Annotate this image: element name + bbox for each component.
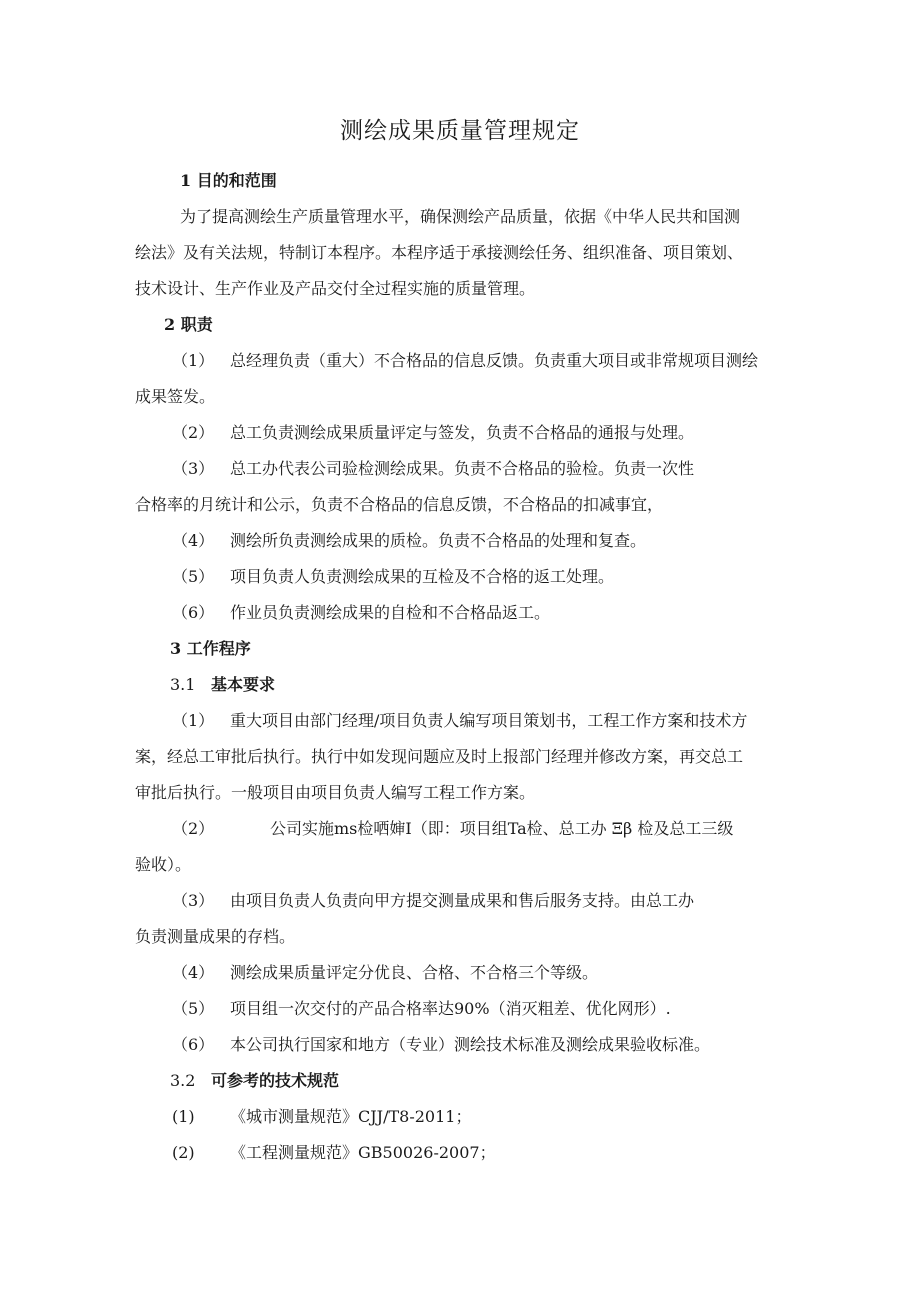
list-item-number: （3） (172, 891, 215, 910)
subsection-heading: 可参考的技术规范 (211, 1071, 340, 1090)
section-1-heading: 1 目的和范围 (180, 171, 277, 190)
list-item-text: 项目负责人负责测绘成果的互检及不合格的返工处理。 (230, 567, 615, 586)
list-item-text: 项目组一次交付的产品合格率达90%（消灭粗差、优化网形）. (230, 999, 671, 1018)
list-item-text: 《工程测量规范》GB50026-2007； (230, 1143, 496, 1162)
list-item-text: 测绘成果质量评定分优良、合格、不合格三个等级。 (230, 963, 599, 982)
list-item-text: 总经理负责（重大）不合格品的信息反馈。负责重大项目或非常规项目测绘 (230, 351, 759, 370)
list-item-text: 测绘所负责测绘成果的质检。负责不合格品的处理和复查。 (230, 531, 647, 550)
list-item-text: 重大项目由部门经理/项目负责人编写项目策划书，工程工作方案和技术方 (230, 711, 748, 730)
list-item-text: 作业员负责测绘成果的自检和不合格品返工。 (230, 603, 551, 622)
list-item-number: （4） (172, 531, 215, 550)
list-item-number: （4） (172, 963, 215, 982)
list-item-continuation: 审批后执行。一般项目由项目负责人编写工程工作方案。 (135, 783, 536, 802)
list-item-number: （1） (172, 351, 215, 370)
list-item-continuation: 合格率的月统计和公示，负责不合格品的信息反馈，不合格品的扣减事宜， (135, 495, 664, 514)
list-item-number: （6） (172, 603, 215, 622)
list-item-continuation: 负责测量成果的存档。 (135, 927, 296, 946)
paragraph-line: 为了提高测绘生产质量管理水平，确保测绘产品质量，依据《中华人民共和国测 (180, 207, 741, 226)
list-item-text: 公司实施ms检哂婶Ⅰ（即：项目组Ta检、总工办 Ξβ 检及总工三级 (270, 819, 734, 838)
list-item-text: 由项目负责人负责向甲方提交测量成果和售后服务支持。由总工办 (230, 891, 695, 910)
list-item-number: （2） (172, 819, 215, 838)
list-item-number: (2) (172, 1143, 195, 1162)
subsection-number: 3.1 (170, 675, 196, 694)
section-2-heading: 2 职责 (164, 315, 213, 334)
list-item-number: （6） (172, 1035, 215, 1054)
section-3-heading: 3 工作程序 (170, 639, 251, 658)
list-item-number: （3） (172, 459, 215, 478)
list-item-text: 总工负责测绘成果质量评定与签发，负责不合格品的通报与处理。 (230, 423, 695, 442)
list-item-continuation: 成果签发。 (135, 387, 216, 406)
list-item-number: （2） (172, 423, 215, 442)
list-item-continuation: 验收）。 (135, 855, 192, 874)
subsection-number: 3.2 (170, 1071, 196, 1090)
list-item-number: （5） (172, 567, 215, 586)
subsection-heading: 基本要求 (211, 675, 276, 694)
paragraph-line: 绘法》及有关法规，特制订本程序。本程序适于承接测绘任务、组织准备、项目策划、 (135, 243, 744, 262)
list-item-number: (1) (172, 1107, 195, 1126)
list-item-text: 本公司执行国家和地方（专业）测绘技术标准及测绘成果验收标准。 (230, 1035, 711, 1054)
list-item-continuation: 案，经总工审批后执行。执行中如发现问题应及时上报部门经理并修改方案，再交总工 (135, 747, 744, 766)
list-item-text: 总工办代表公司验检测绘成果。负责不合格品的验检。负责一次性 (230, 459, 695, 478)
list-item-number: （5） (172, 999, 215, 1018)
paragraph-line: 技术设计、生产作业及产品交付全过程实施的质量管理。 (135, 279, 536, 298)
page-title: 测绘成果质量管理规定 (340, 118, 580, 144)
list-item-text: 《城市测量规范》CJJ/T8-2011； (230, 1107, 472, 1126)
list-item-number: （1） (172, 711, 215, 730)
